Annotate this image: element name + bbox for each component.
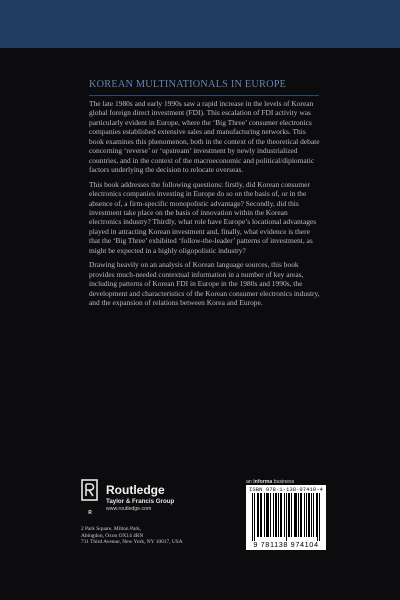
address-line: 2 Park Square, Milton Park, bbox=[81, 526, 142, 532]
barcode-bar bbox=[289, 493, 290, 537]
barcode-bar bbox=[309, 493, 310, 537]
barcode-bar bbox=[301, 493, 302, 537]
publisher-group: Taylor & Francis Group bbox=[106, 498, 175, 505]
address-line: 711 Third Avenue, New York, NY 10017, USA bbox=[81, 539, 183, 546]
barcode-bar bbox=[311, 493, 312, 537]
barcode-bar bbox=[284, 493, 285, 537]
barcode-bar bbox=[304, 493, 305, 537]
informa-suffix: business bbox=[273, 479, 295, 485]
top-color-band bbox=[0, 0, 400, 48]
publisher-url[interactable]: www.routledge.com bbox=[106, 506, 152, 512]
blurb-paragraph-3: Drawing heavily on an analysis of Korean language sources, this book provides much-needed contextual information in a number of key areas, including patterns of Korean FDI in Europe in the 1980s and 1990s, the development and characteristics of the Korean consumer electronics industry, and the expansion of relations between Korea and Europe. bbox=[89, 260, 320, 308]
blurb-paragraph-1: The late 1980s and early 1990s saw a rapid increase in the levels of Korean global foreign direct investment (FDI). This escalation of FDI activity was particularly evident in Europe, where the ‘Big Three’ consumer electronics companies established extensive sales and manufacturing networks. This book examines this phenomenon, both in the context of the theoretical debate concerning ‘reverse’ or ‘upstream’ investment by newly industrialized countries, and in the context of the macroeconomic and political/diplomatic factors underlying the decision to relocate overseas. bbox=[89, 99, 320, 175]
isbn-label: ISBN 978-1-138-97410-4 bbox=[249, 486, 323, 493]
svg-text:R: R bbox=[88, 510, 92, 516]
informa-prefix: an bbox=[246, 479, 252, 485]
barcode-bar bbox=[306, 493, 307, 537]
publisher-address bbox=[81, 526, 281, 546]
barcode-bar bbox=[281, 493, 282, 537]
barcode-bar bbox=[296, 493, 297, 537]
title-rule bbox=[89, 95, 319, 96]
barcode-bar bbox=[286, 493, 287, 541]
publisher-name: Routledge bbox=[106, 483, 165, 497]
address-line: Abingdon, Oxon OX14 4RN bbox=[81, 532, 144, 539]
blurb-paragraph-2: This book addresses the following questions: firstly, did Korean consumer electronics companies investing in Europe do so on the basis of, or in the absence of, a firm-specific monopolistic advantage? Secondly, did this investment take place on the basis of innovation within the Korean electronics industry? Thirdly, what role have Europe’s locational advantages played in attracting Korean investment and, finally, what evidence is there that the ‘Big Three’ exhibited ‘follow-the-leader’ patterns of investment, as might be expected in a highly oligopolistic industry? bbox=[89, 179, 317, 255]
informa-name: informa bbox=[253, 479, 273, 485]
barcode-bar bbox=[319, 493, 320, 541]
barcode-bar bbox=[291, 493, 292, 537]
routledge-logo-icon bbox=[80, 478, 100, 518]
book-title: KOREAN MULTINATIONALS IN EUROPE bbox=[89, 79, 287, 90]
barcode-bar bbox=[313, 493, 314, 537]
barcode-bar bbox=[317, 493, 318, 541]
barcode-digits: 9 781138 974104 bbox=[253, 540, 319, 549]
barcode-bar bbox=[298, 493, 299, 537]
blurb bbox=[89, 99, 321, 313]
